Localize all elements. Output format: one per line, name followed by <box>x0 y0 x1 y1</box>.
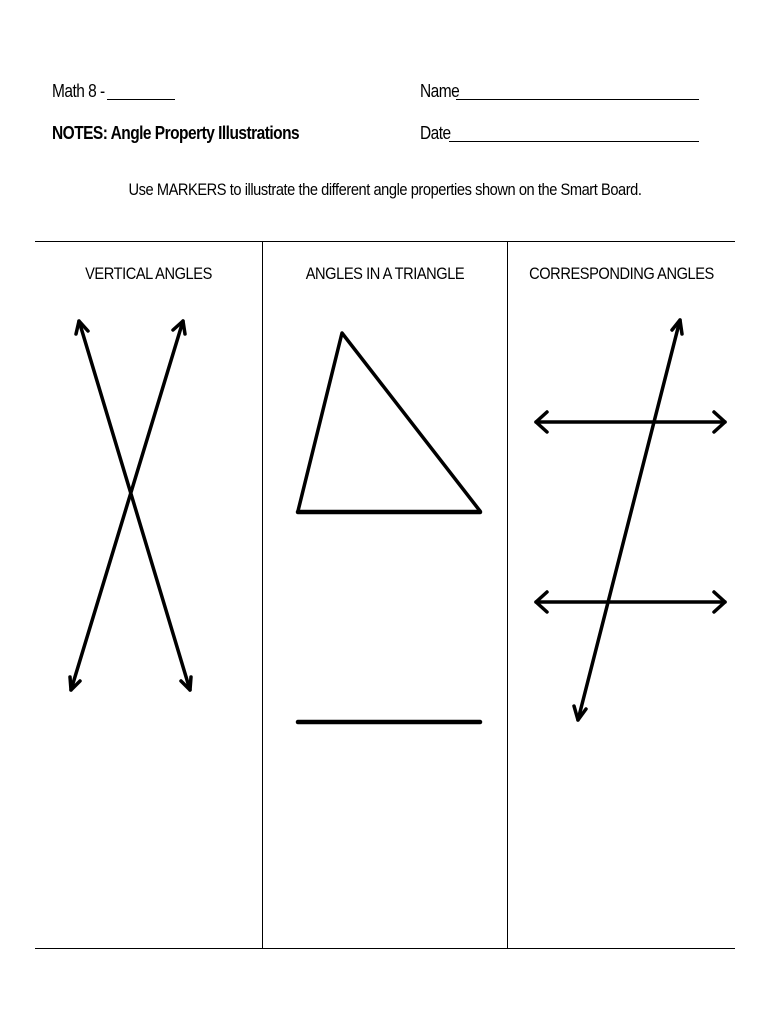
course-label: Math 8 - <box>52 81 105 101</box>
vertical-angles-figure <box>70 321 191 690</box>
transversal-line <box>578 320 680 720</box>
instructions-text: Use MARKERS to illustrate the different angle properties shown on the Smart Board. <box>128 180 642 199</box>
name-label: Name <box>420 81 460 101</box>
notes-title: NOTES: Angle Property Illustrations <box>52 123 300 143</box>
column-title-angles-in-triangle: ANGLES IN A TRIANGLE <box>305 264 465 283</box>
vertical-angles-line-2 <box>71 321 183 690</box>
corresponding-angles-figure <box>536 320 725 720</box>
vertical-angles-line-1 <box>79 321 190 690</box>
date-label: Date <box>420 123 451 143</box>
triangle-sides <box>298 333 480 511</box>
column-title-vertical-angles: VERTICAL ANGLES <box>85 264 212 283</box>
column-title-corresponding-angles: CORRESPONDING ANGLES <box>529 264 714 283</box>
triangle-figure <box>298 333 480 512</box>
